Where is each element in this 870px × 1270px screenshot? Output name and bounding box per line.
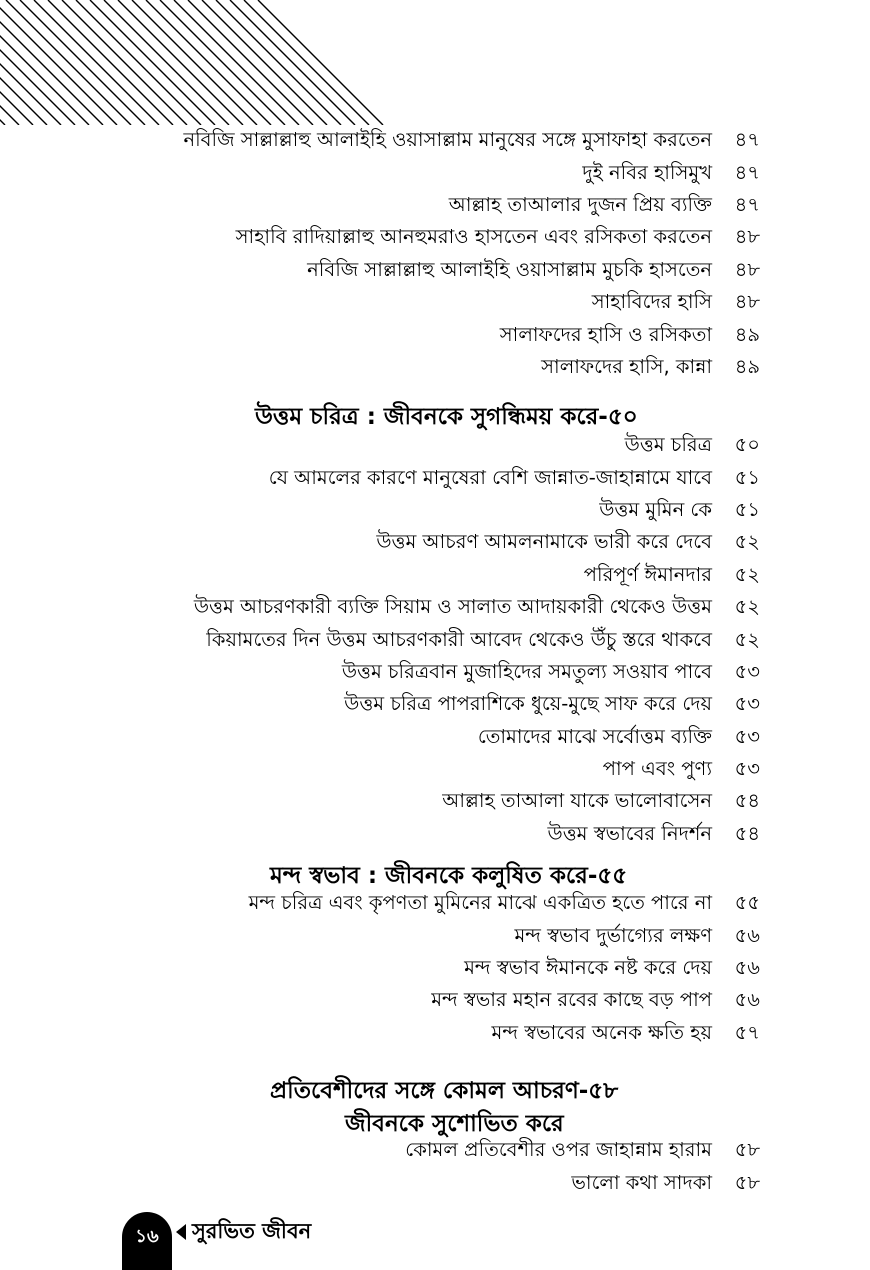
toc-entry[interactable] [120, 191, 760, 223]
entry-page: ৫৮ [734, 1138, 760, 1162]
entry-page: ৫২ [734, 530, 760, 554]
toc-entry[interactable] [120, 320, 760, 352]
entry-title: ভালো কথা সাদকা [571, 1170, 712, 1194]
entry-title: উত্তম চরিত্র [624, 433, 712, 457]
toc-entry[interactable] [120, 158, 760, 190]
toc-entry[interactable] [120, 889, 760, 921]
entry-page: ৫৮ [734, 1170, 760, 1194]
entry-title: কিয়ামতের দিন উত্তম আচরণকারী আবেদ থেকেও উঁচু স্তরে থাকবে [206, 627, 712, 651]
toc-entry[interactable] [120, 223, 760, 255]
toc-entry[interactable] [120, 921, 760, 953]
entry-title: উত্তম আচরণকারী ব্যক্তি সিয়াম ও সালাত আদায়কারী থেকেও উত্তম [193, 595, 712, 619]
toc-entry[interactable] [120, 723, 760, 755]
entry-page: ৪৯ [734, 354, 760, 378]
book-title: সুরভিত জীবন [192, 1219, 312, 1243]
entry-title: যে আমলের কারণে মানুষেরা বেশি জান্নাত-জাহান্নামে যাবে [268, 465, 712, 489]
toc-entry[interactable] [120, 658, 760, 690]
entry-page: ৫৩ [734, 757, 760, 781]
toc-entry[interactable] [120, 986, 760, 1018]
page-number: ১৬ [135, 1226, 159, 1247]
entry-title: আল্লাহ তাআলা যাকে ভালোবাসেন [442, 789, 712, 813]
entry-title: সাহাবি রাদিয়াল্লাহু আনহুমরাও হাসতেন এবং রসিকতা করতেন [235, 225, 712, 249]
toc-entry[interactable] [120, 820, 760, 852]
toc-entry[interactable] [120, 126, 760, 158]
entry-title: মন্দ স্বভাব দুর্ভাগ্যের লক্ষণ [514, 923, 712, 947]
entry-page: ৫৩ [734, 692, 760, 716]
toc-entry[interactable] [120, 288, 760, 320]
entry-page: ৫২ [734, 595, 760, 619]
entry-page: ৫৫ [734, 891, 760, 915]
toc-entry[interactable] [120, 463, 760, 495]
toc-entry[interactable] [120, 496, 760, 528]
entry-page: ৫১ [734, 497, 760, 521]
entry-title: মন্দ স্বভাব ঈমানকে নষ্ট করে দেয় [464, 955, 712, 979]
toc-entry[interactable] [120, 561, 760, 593]
toc-entry[interactable] [120, 593, 760, 625]
toc-entry[interactable] [120, 690, 760, 722]
toc-entry[interactable] [120, 431, 760, 463]
entry-page: ৪৮ [734, 225, 760, 249]
entry-title: কোমল প্রতিবেশীর ওপর জাহান্নাম হারাম [405, 1138, 712, 1162]
entry-title: পাপ এবং পুণ্য [602, 757, 712, 781]
toc-group-3 [120, 889, 760, 1051]
toc-entry[interactable] [120, 1136, 760, 1168]
entry-page: ৪৯ [734, 322, 760, 346]
entry-title: পরিপূর্ণ ঈমানদার [583, 562, 712, 586]
entry-page: ৪৮ [734, 290, 760, 314]
toc-entry[interactable] [120, 625, 760, 657]
toc-entry[interactable] [120, 353, 760, 385]
entry-title: উত্তম স্বভাবের নিদর্শন [547, 821, 712, 845]
entry-page: ৫৬ [734, 923, 760, 947]
entry-page: ৫৩ [734, 724, 760, 748]
section-heading: মন্দ স্বভাব : জীবনকে কলুষিত করে-৫৫ [270, 863, 628, 889]
toc-entry[interactable] [120, 256, 760, 288]
toc-group-1 [120, 126, 760, 385]
entry-title: দুই নবির হাসিমুখ [582, 160, 712, 184]
entry-title: আল্লাহ তাআলার দুজন প্রিয় ব্যক্তি [448, 192, 712, 216]
entry-page: ৫৪ [734, 821, 760, 845]
section-heading-line-2: জীবনকে সুশোভিত করে [345, 1111, 564, 1137]
entry-page: ৫০ [734, 433, 760, 457]
page-number-badge [122, 1212, 172, 1270]
entry-page: ৫২ [734, 562, 760, 586]
entry-title: নবিজি সাল্লাল্লাহু আলাইহি ওয়াসাল্লাম মানুষের সঙ্গে মুসাফাহা করতেন [183, 128, 712, 152]
toc-entry[interactable] [120, 755, 760, 787]
entry-page: ৫৬ [734, 988, 760, 1012]
entry-page: ৫২ [734, 627, 760, 651]
entry-title: সালাফদের হাসি, কান্না [541, 354, 712, 378]
toc-entry[interactable] [120, 1019, 760, 1051]
entry-title: মন্দ স্বভার মহান রবের কাছে বড় পাপ [431, 988, 712, 1012]
toc-group-4 [120, 1136, 760, 1201]
entry-page: ৫৪ [734, 789, 760, 813]
entry-page: ৫৭ [734, 1020, 760, 1044]
triangle-left-icon [176, 1224, 186, 1240]
toc-entry[interactable] [120, 787, 760, 819]
entry-title: উত্তম চরিত্রবান মুজাহিদের সমতুল্য সওয়াব পাবে [341, 659, 712, 683]
entry-title: মন্দ স্বভাবের অনেক ক্ষতি হয় [491, 1020, 712, 1044]
entry-title: তোমাদের মাঝে সর্বোত্তম ব্যক্তি [477, 724, 712, 748]
section-heading: উত্তম চরিত্র : জীবনকে সুগন্ধিময় করে-৫০ [255, 404, 638, 430]
toc-entry[interactable] [120, 1168, 760, 1200]
entry-title: মন্দ চরিত্র এবং কৃপণতা মুমিনের মাঝে একত্রিত হতে পারে না [248, 891, 712, 915]
entry-title: নবিজি সাল্লাল্লাহু আলাইহি ওয়াসাল্লাম মুচকি হাসতেন [307, 257, 712, 281]
entry-page: ৫১ [734, 465, 760, 489]
entry-page: ৪৭ [734, 128, 760, 152]
toc-entry[interactable] [120, 954, 760, 986]
toc-group-2 [120, 431, 760, 852]
section-heading-line-1: প্রতিবেশীদের সঙ্গে কোমল আচরণ-৫৮ [270, 1078, 619, 1104]
entry-page: ৪৮ [734, 257, 760, 281]
entry-title: সালাফদের হাসি ও রসিকতা [499, 322, 712, 346]
entry-page: ৪৭ [734, 192, 760, 216]
entry-page: ৫৩ [734, 659, 760, 683]
entry-title: উত্তম আচরণ আমলনামাকে ভারী করে দেবে [376, 530, 712, 554]
entry-title: উত্তম চরিত্র পাপরাশিকে ধুয়ে-মুছে সাফ করে দেয় [344, 692, 712, 716]
diagonal-hatch-decoration [0, 0, 400, 125]
entry-title: সাহাবিদের হাসি [591, 290, 712, 314]
toc-entry[interactable] [120, 528, 760, 560]
entry-title: উত্তম মুমিন কে [599, 497, 712, 521]
entry-page: ৫৬ [734, 955, 760, 979]
entry-page: ৪৭ [734, 160, 760, 184]
